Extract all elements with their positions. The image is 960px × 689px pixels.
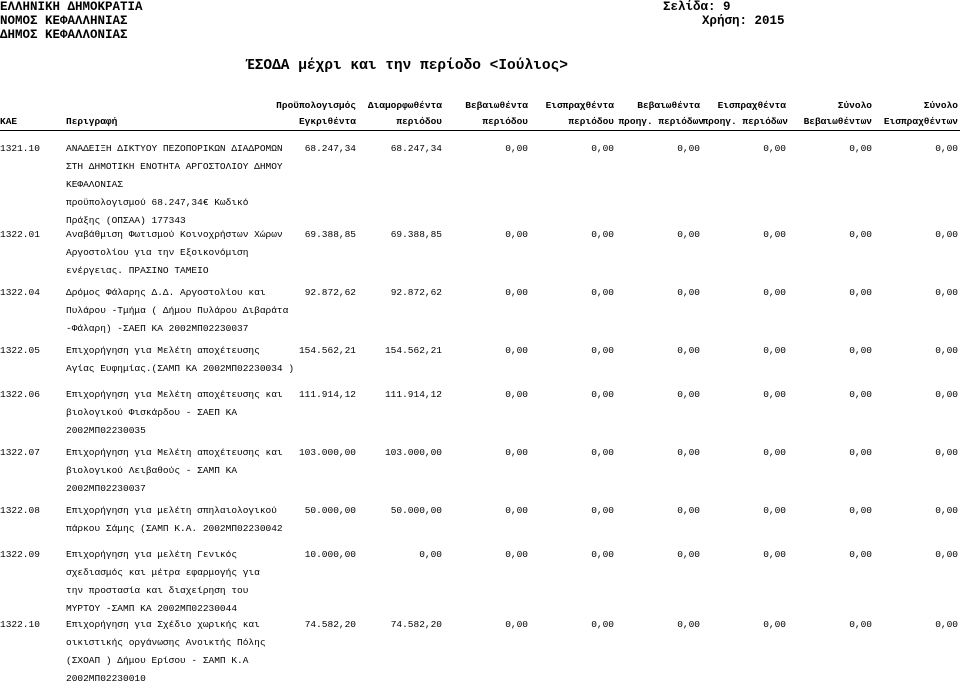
- cell-budget: 111.914,12: [298, 389, 356, 400]
- cell-collected: 0,00: [591, 505, 614, 516]
- cell-collected: 0,00: [591, 287, 614, 298]
- col-collected-prev-1: Εισπραχθέντα: [717, 100, 786, 111]
- cell-certified-prev: 0,00: [677, 345, 700, 356]
- row-code: 1322.05: [0, 345, 40, 356]
- description-line: οικιστικής οργάνωσης Ανοικτής Πόλης: [66, 637, 266, 648]
- cell-budget: 69.388,85: [304, 229, 356, 240]
- cell-total-collected: 0,00: [935, 389, 958, 400]
- row-description: [66, 616, 266, 688]
- col-collected-prev-2: προηγ. περιόδων: [702, 116, 788, 127]
- fiscal-year: Χρήση: 2015: [702, 14, 785, 28]
- row-description: [66, 546, 260, 618]
- row-description: [66, 284, 288, 338]
- description-line: προϋπολογισμού 68.247,34€ Κωδικό: [66, 197, 249, 208]
- description-line: ΚΕΦΑΛΟΝΙΑΣ: [66, 179, 124, 190]
- cell-amended: 69.388,85: [390, 229, 442, 240]
- cell-certified-prev: 0,00: [677, 505, 700, 516]
- col-total-certified-2: Βεβαιωθέντων: [803, 116, 872, 127]
- description-line: την προστασία και διαχείρηση του: [66, 585, 249, 596]
- cell-collected: 0,00: [591, 229, 614, 240]
- cell-budget: 68.247,34: [304, 143, 356, 154]
- description-line: Πράξης (ΟΠΣΑΑ) 177343: [66, 215, 186, 226]
- cell-collected: 0,00: [591, 389, 614, 400]
- cell-certified: 0,00: [505, 389, 528, 400]
- row-description: [66, 342, 294, 378]
- cell-certified: 0,00: [505, 505, 528, 516]
- cell-total-certified: 0,00: [849, 229, 872, 240]
- cell-certified: 0,00: [505, 549, 528, 560]
- cell-budget: 74.582,20: [304, 619, 356, 630]
- cell-amended: 0,00: [419, 549, 442, 560]
- cell-total-collected: 0,00: [935, 549, 958, 560]
- cell-collected: 0,00: [591, 619, 614, 630]
- col-amended-1: Διαμορφωθέντα: [367, 100, 442, 111]
- cell-amended: 92.872,62: [390, 287, 442, 298]
- col-kae: ΚΑΕ: [0, 116, 18, 127]
- cell-budget: 50.000,00: [304, 505, 356, 516]
- col-description: Περιγραφή: [66, 116, 118, 127]
- cell-total-collected: 0,00: [935, 619, 958, 630]
- cell-amended: 50.000,00: [390, 505, 442, 516]
- cell-certified-prev: 0,00: [677, 619, 700, 630]
- row-code: 1322.04: [0, 287, 40, 298]
- cell-total-certified: 0,00: [849, 345, 872, 356]
- cell-budget: 154.562,21: [298, 345, 356, 356]
- cell-collected-prev: 0,00: [763, 287, 786, 298]
- description-line: ΣΤΗ ΔΗΜΟΤΙΚΗ ΕΝΟΤΗΤΑ ΑΡΓΟΣΤΟΛΙΟΥ ΔΗΜΟΥ: [66, 161, 283, 172]
- col-collected-2: περιόδου: [568, 116, 614, 127]
- col-total-certified-1: Σύνολο: [837, 100, 872, 111]
- cell-certified-prev: 0,00: [677, 229, 700, 240]
- cell-total-collected: 0,00: [935, 229, 958, 240]
- col-budget-1: Προϋπολογισμός: [276, 100, 356, 111]
- col-certified-2: περιόδου: [482, 116, 528, 127]
- cell-certified-prev: 0,00: [677, 287, 700, 298]
- cell-collected: 0,00: [591, 447, 614, 458]
- cell-total-certified: 0,00: [849, 619, 872, 630]
- description-line: Επιχορήγηση για Μελέτη αποχέτευσης και: [66, 447, 283, 458]
- cell-collected: 0,00: [591, 143, 614, 154]
- row-code: 1322.09: [0, 549, 40, 560]
- col-collected-1: Εισπραχθέντα: [545, 100, 614, 111]
- cell-amended: 154.562,21: [384, 345, 442, 356]
- page-title: ΈΣΟΔΑ μέχρι και την περίοδο <Ιούλιος>: [246, 58, 568, 74]
- cell-collected: 0,00: [591, 549, 614, 560]
- col-total-collected-2: Εισπραχθέντων: [883, 116, 958, 127]
- row-code: 1321.10: [0, 143, 40, 154]
- description-line: πάρκου Σάμης (ΣΑΜΠ Κ.Α. 2002ΜΠ02230042: [66, 523, 283, 534]
- row-code: 1322.01: [0, 229, 40, 240]
- cell-certified-prev: 0,00: [677, 389, 700, 400]
- description-line: 2002ΜΠ02230037: [66, 483, 146, 494]
- cell-total-certified: 0,00: [849, 505, 872, 516]
- cell-certified-prev: 0,00: [677, 549, 700, 560]
- row-description: [66, 502, 283, 538]
- description-line: Επιχορήγηση για Μελέτη αποχέτευσης: [66, 345, 260, 356]
- cell-certified: 0,00: [505, 447, 528, 458]
- cell-total-collected: 0,00: [935, 287, 958, 298]
- cell-certified: 0,00: [505, 229, 528, 240]
- header-prefecture: ΝΟΜΟΣ ΚΕΦΑΛΛΗΝΙΑΣ: [0, 14, 128, 28]
- row-description: [66, 226, 283, 280]
- description-line: Επιχορήγηση για μελέτη Γενικός: [66, 549, 238, 560]
- cell-total-certified: 0,00: [849, 143, 872, 154]
- description-line: Πυλάρου -Τμήμα ( Δήμου Πυλάρου Διβαράτα: [66, 305, 289, 316]
- col-certified-1: Βεβαιωθέντα: [465, 100, 528, 111]
- page-number: Σελίδα: 9: [663, 0, 731, 14]
- row-description: [66, 386, 283, 440]
- cell-collected-prev: 0,00: [763, 389, 786, 400]
- cell-collected-prev: 0,00: [763, 447, 786, 458]
- cell-amended: 74.582,20: [390, 619, 442, 630]
- row-code: 1322.10: [0, 619, 40, 630]
- row-code: 1322.08: [0, 505, 40, 516]
- cell-collected-prev: 0,00: [763, 143, 786, 154]
- cell-certified-prev: 0,00: [677, 447, 700, 458]
- row-code: 1322.07: [0, 447, 40, 458]
- description-line: -Φάλαρη) -ΣΑΕΠ ΚΑ 2002ΜΠ02230037: [66, 323, 249, 334]
- description-line: ενέργειας. ΠΡΑΣΙΝΟ ΤΑΜΕΙΟ: [66, 265, 209, 276]
- cell-budget: 103.000,00: [298, 447, 356, 458]
- row-description: [66, 140, 283, 230]
- cell-total-certified: 0,00: [849, 287, 872, 298]
- description-line: Επιχορήγηση για Σχέδιο χωρικής και: [66, 619, 260, 630]
- cell-collected-prev: 0,00: [763, 549, 786, 560]
- header-country: ΕΛΛΗΝΙΚΗ ΔΗΜΟΚΡΑΤΙΑ: [0, 0, 143, 14]
- cell-total-certified: 0,00: [849, 447, 872, 458]
- cell-collected: 0,00: [591, 345, 614, 356]
- cell-total-collected: 0,00: [935, 447, 958, 458]
- description-line: Επιχορήγηση για μελέτη σπηλαιολογικού: [66, 505, 277, 516]
- description-line: βιολογικού Φισκάρδου - ΣΑΕΠ ΚΑ: [66, 407, 238, 418]
- cell-total-certified: 0,00: [849, 389, 872, 400]
- cell-certified: 0,00: [505, 143, 528, 154]
- cell-certified: 0,00: [505, 619, 528, 630]
- col-total-collected-1: Σύνολο: [923, 100, 958, 111]
- description-line: Αγίας Ευφημίας.(ΣΑΜΠ ΚΑ 2002ΜΠ02230034 ): [66, 363, 295, 374]
- cell-certified-prev: 0,00: [677, 143, 700, 154]
- cell-total-collected: 0,00: [935, 143, 958, 154]
- cell-budget: 10.000,00: [304, 549, 356, 560]
- cell-collected-prev: 0,00: [763, 345, 786, 356]
- description-line: Επιχορήγηση για Μελέτη αποχέτευσης και: [66, 389, 283, 400]
- description-line: σχεδιασμός και μέτρα εφαρμογής για: [66, 567, 260, 578]
- cell-total-collected: 0,00: [935, 345, 958, 356]
- header-municipality: ΔΗΜΟΣ ΚΕΦΑΛΛΟΝΙΑΣ: [0, 28, 128, 42]
- description-line: Αναβάθμιση Φωτισμού Κοινοχρήστων Χώρων: [66, 229, 283, 240]
- description-line: βιολογικού Λειβαθούς - ΣΑΜΠ ΚΑ: [66, 465, 238, 476]
- description-line: 2002ΜΠ02230035: [66, 425, 146, 436]
- row-description: [66, 444, 283, 498]
- cell-collected-prev: 0,00: [763, 229, 786, 240]
- description-line: (ΣΧΟΑΠ ) Δήμου Ερίσου - ΣΑΜΠ Κ.Α: [66, 655, 249, 666]
- cell-total-certified: 0,00: [849, 549, 872, 560]
- cell-collected-prev: 0,00: [763, 505, 786, 516]
- cell-amended: 111.914,12: [384, 389, 442, 400]
- cell-amended: 68.247,34: [390, 143, 442, 154]
- cell-budget: 92.872,62: [304, 287, 356, 298]
- description-line: 2002ΜΠ02230010: [66, 673, 146, 684]
- col-amended-2: περιόδου: [396, 116, 442, 127]
- row-code: 1322.06: [0, 389, 40, 400]
- col-budget-2: Εγκριθέντα: [298, 116, 356, 127]
- col-certified-prev-1: Βεβαιωθέντα: [637, 100, 700, 111]
- col-certified-prev-2: προηγ. περιόδων: [618, 116, 704, 127]
- cell-total-collected: 0,00: [935, 505, 958, 516]
- cell-certified: 0,00: [505, 287, 528, 298]
- description-line: ΜΥΡΤΟΥ -ΣΑΜΠ ΚΑ 2002ΜΠ02230044: [66, 603, 238, 614]
- description-line: Δρόμος Φάλαρης Δ.Δ. Αργοστολίου και: [66, 287, 266, 298]
- cell-collected-prev: 0,00: [763, 619, 786, 630]
- cell-amended: 103.000,00: [384, 447, 442, 458]
- description-line: Αργοστολίου για την Εξοικονόμιση: [66, 247, 249, 258]
- cell-certified: 0,00: [505, 345, 528, 356]
- description-line: ΑΝΑΔΕΙΞΗ ΔΙΚΤΥΟΥ ΠΕΖΟΠΟΡΙΚΩΝ ΔΙΑΔΡΟΜΩΝ: [66, 143, 283, 154]
